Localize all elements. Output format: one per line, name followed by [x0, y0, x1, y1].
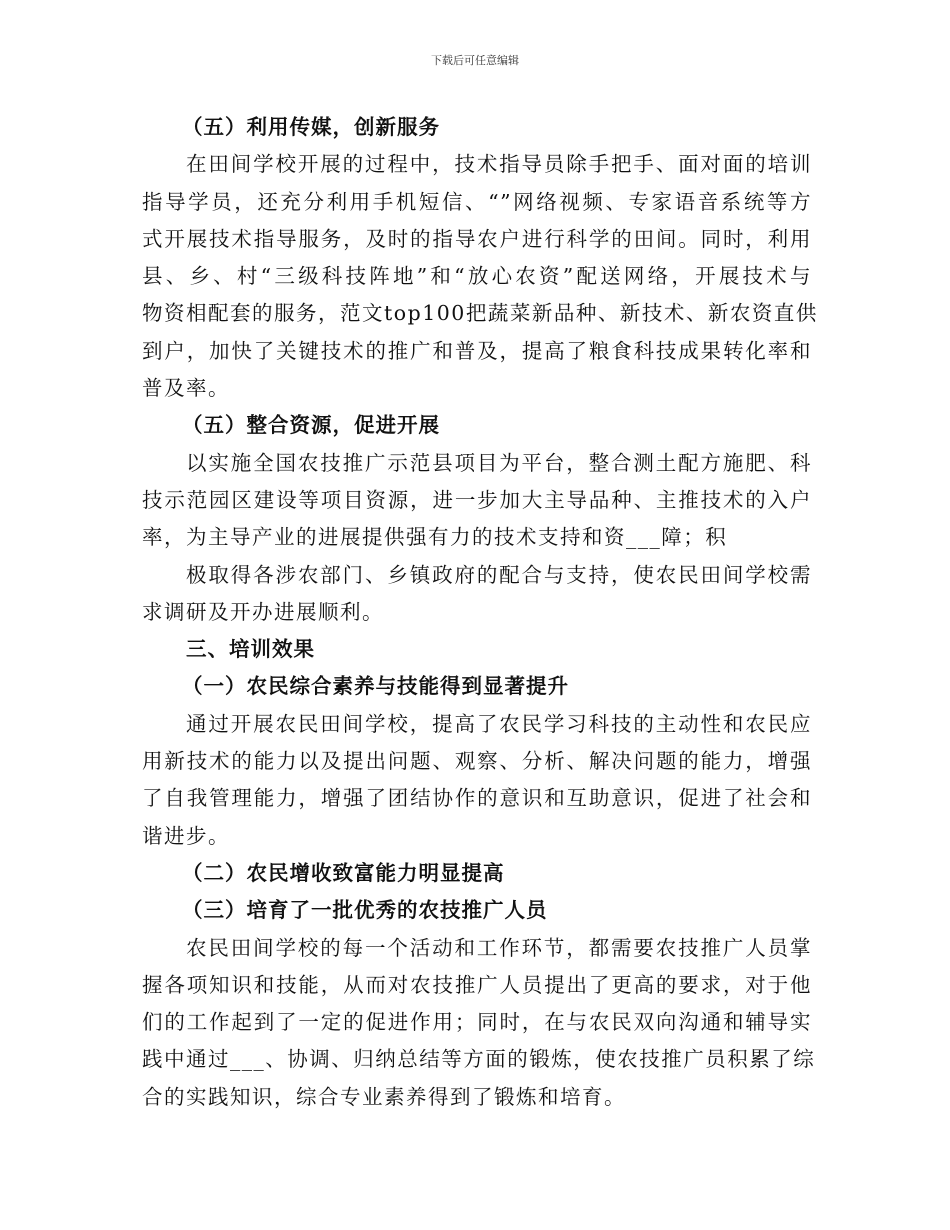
heading-income-ability: （二）农民增收致富能力明显提高: [182, 860, 505, 885]
paragraph-line: 求调研及开办进展顺利。: [142, 599, 384, 624]
paragraph-line: 握各项知识和技能，从而对农技推广人员提出了更高的要求，对于他: [142, 972, 812, 997]
page-header-note: 下载后可任意编辑: [431, 54, 519, 67]
section-heading-training-results: 三、培训效果: [186, 637, 315, 662]
heading-integrate-resources: （五）整合资源，促进开展: [182, 413, 440, 438]
paragraph-line: 用新技术的能力以及提出问题、观察、分析、解决问题的能力，增强: [142, 749, 812, 774]
paragraph-line: 物资相配套的服务，范文top100把蔬菜新品种、新技术、新农资直供: [142, 301, 818, 326]
paragraph-line: 践中通过___、协调、归纳总结等方面的锻炼，使农技推广员积累了综: [142, 1047, 816, 1072]
heading-extension-staff: （三）培育了一批优秀的农技推广人员: [182, 898, 548, 923]
paragraph-line: 技示范园区建设等项目资源，进一步加大主导品种、主推技术的入户: [142, 487, 812, 512]
paragraph-line: 式开展技术指导服务，及时的指导农户进行科学的田间。同时，利用: [142, 226, 812, 251]
paragraph-line: 到户，加快了关键技术的推广和普及，提高了粮食科技成果转化率和: [142, 338, 812, 363]
paragraph-line: 极取得各涉农部门、乡镇政府的配合与支持，使农民田间学校需: [186, 562, 812, 587]
paragraph-line: 谐进步。: [142, 823, 230, 848]
document-body: [142, 109, 818, 1116]
paragraph-line: 县、乡、村“三级科技阵地”和“放心农资”配送网络，开展技术与: [142, 264, 812, 289]
paragraph-line: 通过开展农民田间学校，提高了农民学习科技的主动性和农民应: [186, 711, 812, 736]
paragraph-line: 在田间学校开展的过程中，技术指导员除手把手、面对面的培训: [186, 152, 812, 177]
heading-farmer-quality: （一）农民综合素养与技能得到显著提升: [182, 674, 569, 699]
paragraph-line: 合的实践知识，综合专业素养得到了锻炼和培育。: [142, 1084, 626, 1109]
paragraph-line: 率，为主导产业的进展提供强有力的技术支持和资___障；积: [142, 525, 728, 550]
paragraph-line: 指导学员，还充分利用手机短信、“”网络视频、专家语音系统等方: [142, 189, 812, 214]
paragraph-line: 们的工作起到了一定的促进作用；同时，在与农民双向沟通和辅导实: [142, 1010, 812, 1035]
paragraph-line: 以实施全国农技推广示范县项目为平台，整合测土配方施肥、科: [186, 450, 812, 475]
paragraph-line: 了自我管理能力，增强了团结协作的意识和互助意识，促进了社会和: [142, 786, 812, 811]
paragraph-line: 农民田间学校的每一个活动和工作环节，都需要农技推广人员掌: [186, 935, 812, 960]
paragraph-line: 普及率。: [142, 376, 230, 401]
heading-media-innovation: （五）利用传媒，创新服务: [182, 115, 440, 139]
